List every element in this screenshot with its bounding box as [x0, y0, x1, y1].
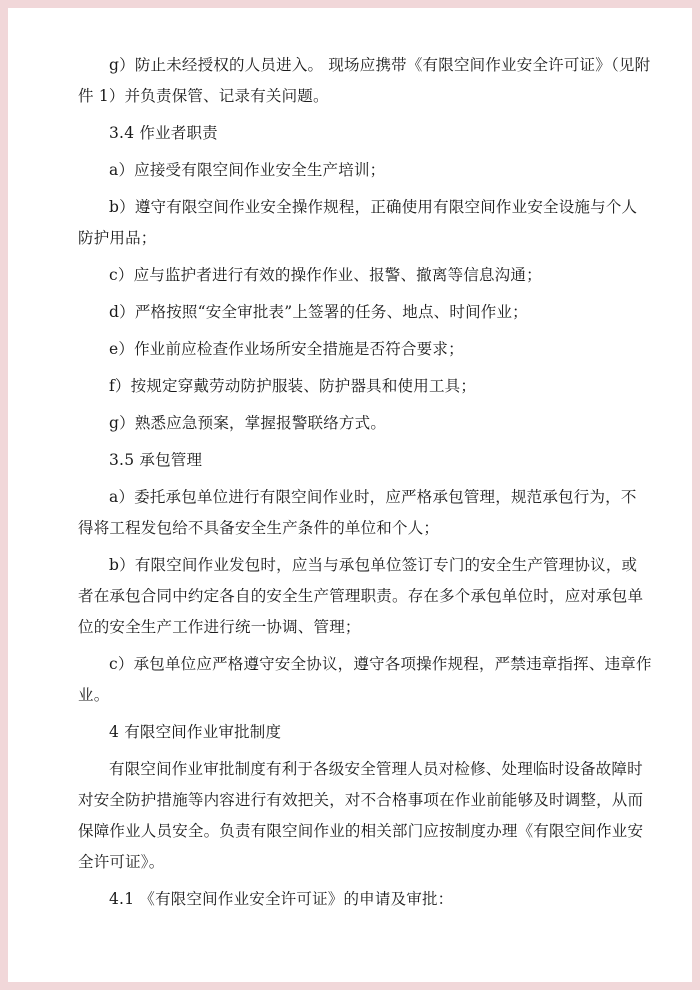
paragraph-approval-system: 有限空间作业审批制度有利于各级安全管理人员对检修、处理临时设备故障时对安全防护措施等内容进行有效把关，对不合格事项在作业前能够及时调整，从而保障作业人员安全。负责有限空间作业的相关部门应按制度办理《有限空间作业安全许可证》。 — [78, 760, 644, 871]
list-item-3-5-b: b）有限空间作业发包时，应当与承包单位签订专门的安全生产管理协议，或者在承包合同中约定各自的安全生产管理职责。存在多个承包单位时，应对承包单位的安全生产工作进行统一协调、管理； — [78, 556, 644, 636]
section-heading-3-5: 3.5 承包管理 — [109, 451, 203, 469]
list-item-3-4-f: f）按规定穿戴劳动防护服装、防护器具和使用工具； — [109, 377, 477, 395]
list-item-3-4-a: a）应接受有限空间作业安全生产培训； — [109, 161, 386, 179]
list-item-3-4-b: b）遵守有限空间作业安全操作规程，正确使用有限空间作业安全设施与个人防护用品； — [78, 198, 638, 247]
section-heading-4: 4 有限空间作业审批制度 — [109, 723, 282, 741]
list-item-3-4-e: e）作业前应检查作业场所安全措施是否符合要求； — [109, 340, 464, 358]
list-item-3-5-c: c）承包单位应严格遵守安全协议，遵守各项操作规程，严禁违章指挥、违章作业。 — [78, 655, 652, 704]
section-heading-4-1: 4.1 《有限空间作业安全许可证》的申请及审批： — [109, 890, 454, 908]
list-item-3-4-g: g）熟悉应急预案，掌握报警联络方式。 — [109, 414, 387, 432]
section-heading-3-4: 3.4 作业者职责 — [109, 124, 218, 142]
paragraph-g-access-control: g）防止未经授权的人员进入。 现场应携带《有限空间作业安全许可证》（见附件 1）并负责保管、记录有关问题。 — [78, 56, 651, 105]
document-body — [78, 50, 652, 921]
list-item-3-4-c: c）应与监护者进行有效的操作作业、报警、撤离等信息沟通； — [109, 266, 542, 284]
list-item-3-4-d: d）严格按照“安全审批表”上签署的任务、地点、时间作业； — [109, 303, 528, 321]
list-item-3-5-a: a）委托承包单位进行有限空间作业时，应严格承包管理，规范承包行为，不得将工程发包给不具备安全生产条件的单位和个人； — [78, 488, 637, 537]
